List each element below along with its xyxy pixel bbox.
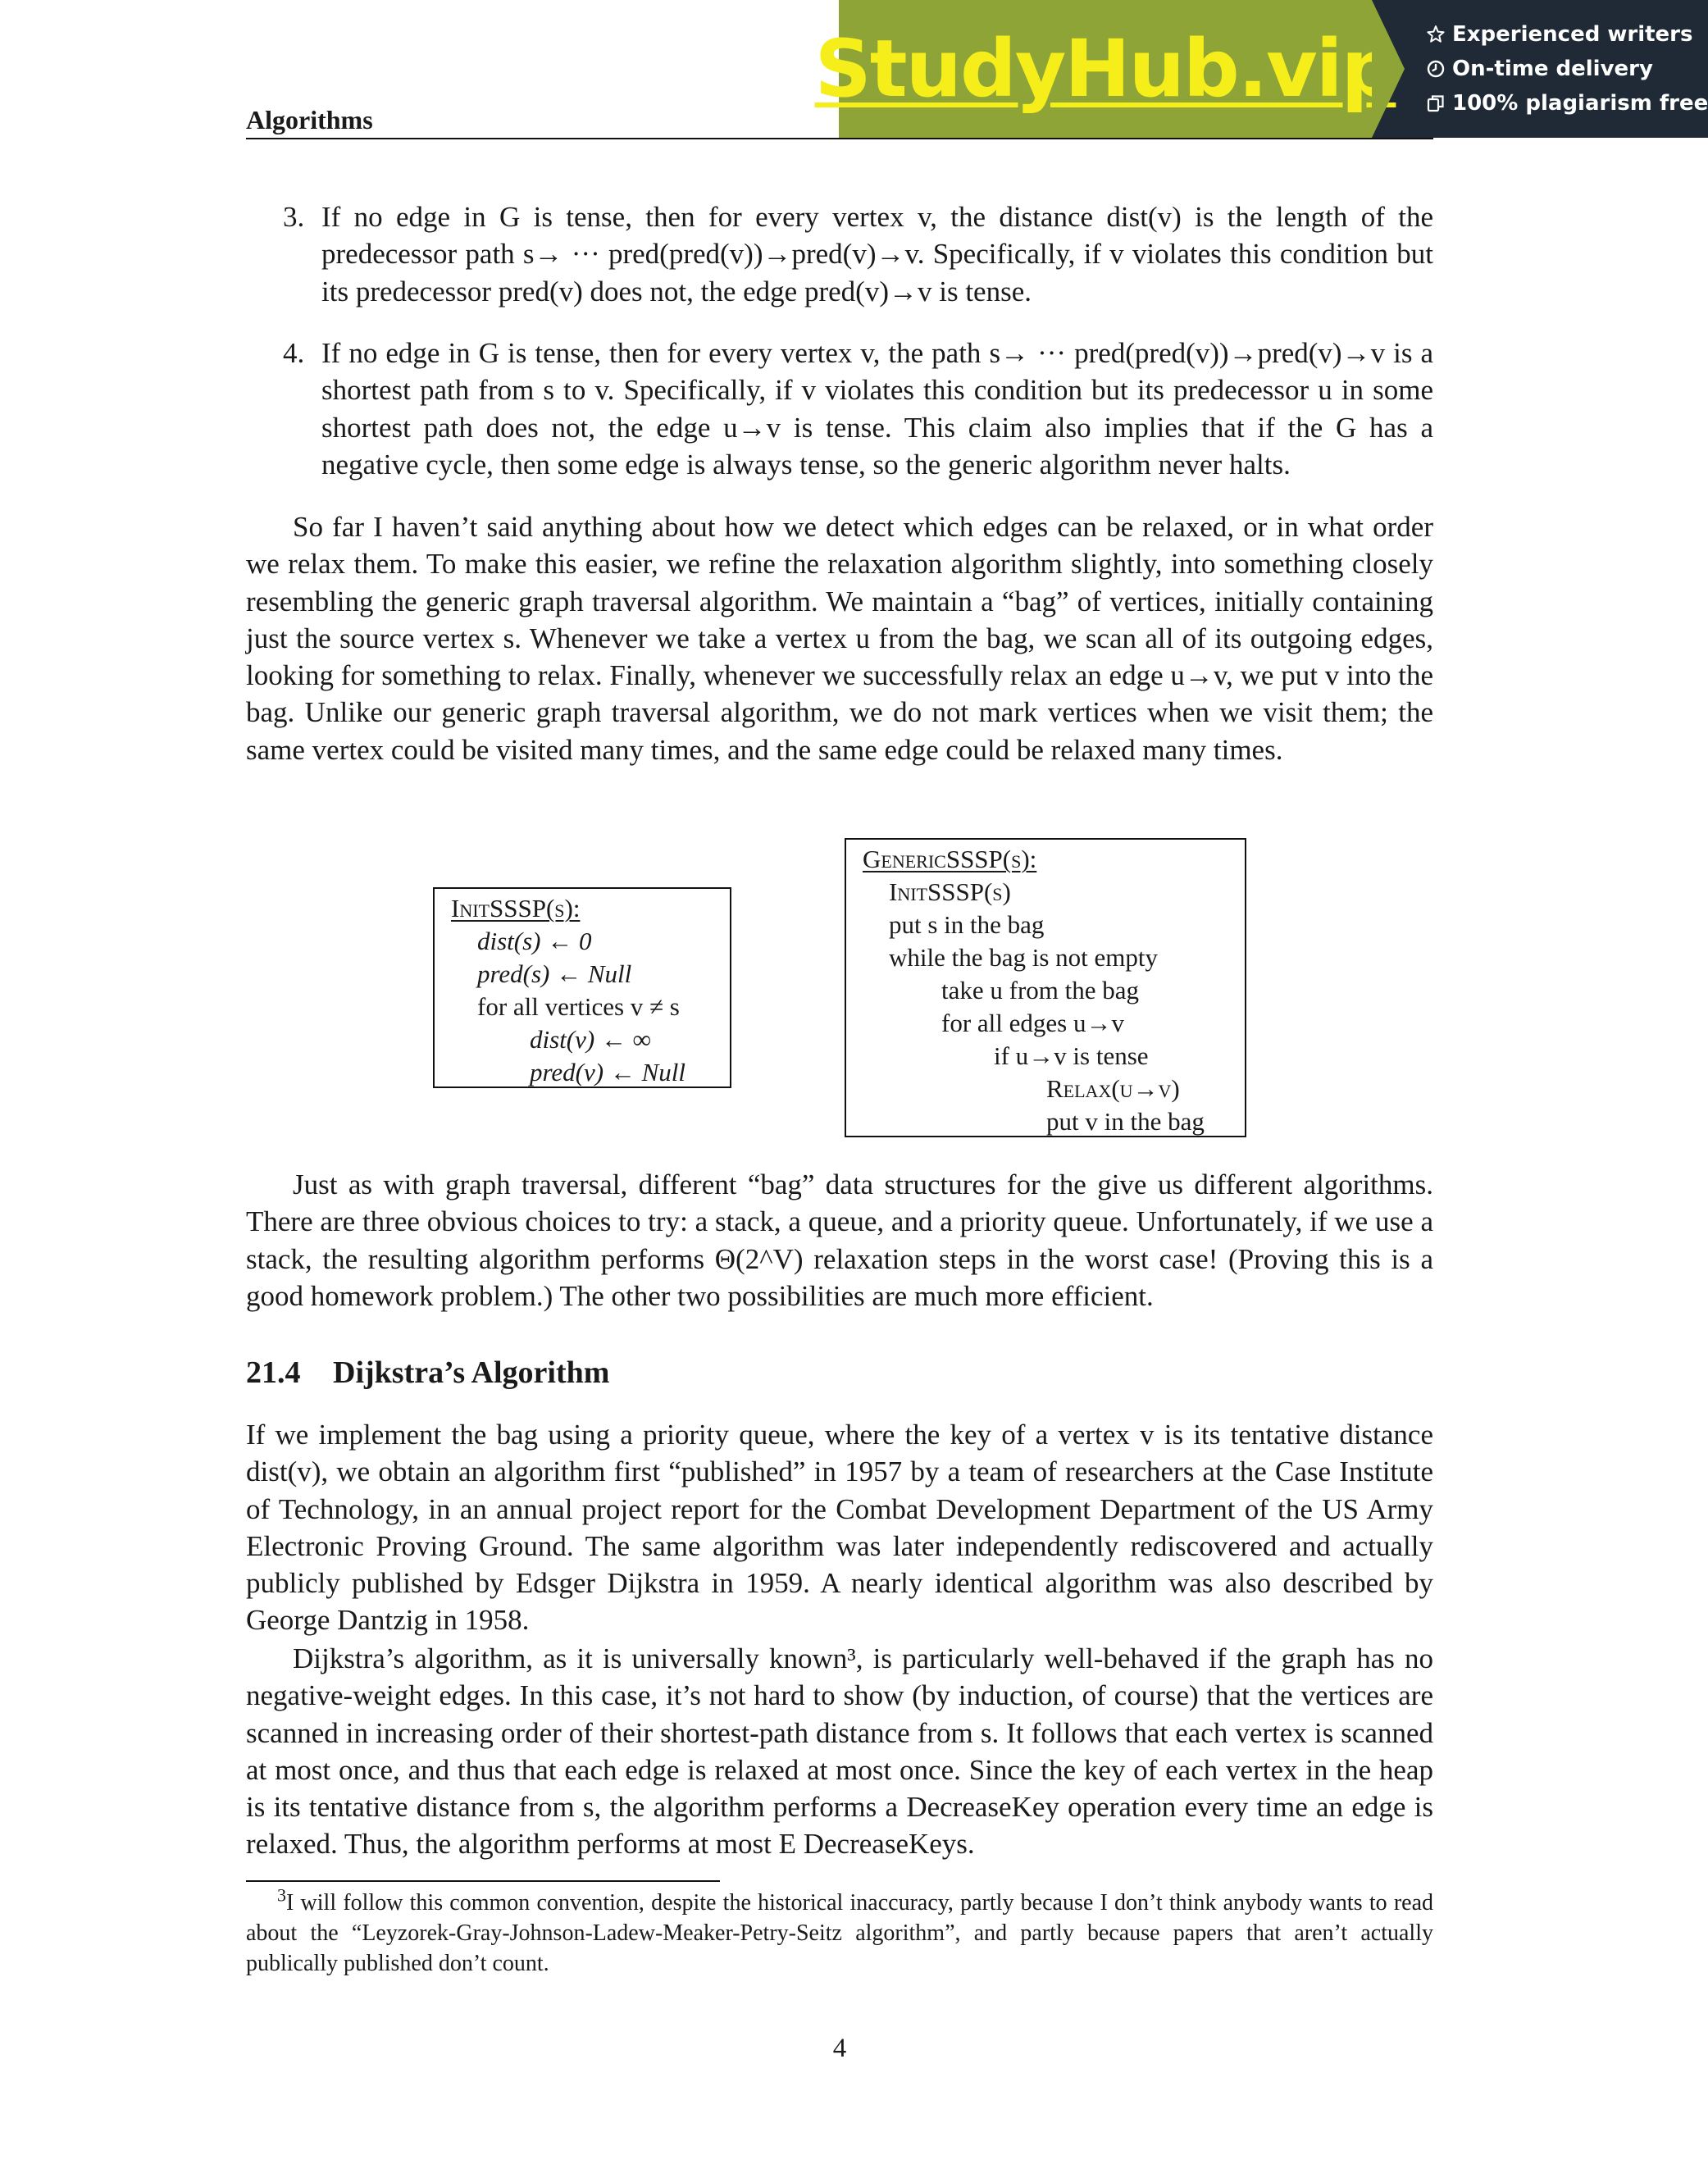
banner-arrow xyxy=(1372,0,1405,138)
feature-on-time-delivery xyxy=(1426,57,1708,81)
algorithm-title: GenericSSSP(s): xyxy=(863,845,1037,873)
list-item xyxy=(283,335,1433,483)
algorithm-line: put v in the bag xyxy=(1046,1107,1205,1136)
footnote-text: I will follow this common convention, despite the historical inaccuracy, partly because I don’t think anybody wants to read about the “Leyzorek-Gray-Johnson-Ladew-Meaker-Petry-Seitz algorithm”, and partly because papers that aren’t actually publically published don’t count. xyxy=(246,1890,1433,1976)
banner-logo-text: StudyHub.vip xyxy=(814,23,1396,115)
footnote-rule xyxy=(246,1880,720,1882)
feature-experienced-writers xyxy=(1426,22,1708,47)
item-number: 4. xyxy=(283,337,305,369)
algorithm-line: Relax(u→v) xyxy=(1046,1074,1180,1103)
algorithm-line: for all edges u→v xyxy=(941,1009,1124,1037)
header-rule xyxy=(246,138,1433,139)
paragraph-bag-choices: Just as with graph traversal, different “bag” data structures for the give us different algorithms. There are three obvious choices to try: a stack, a queue, and a priority queue. Unfortunately, if we use a stack, the resulting algorithm performs Θ(2^V) relaxation steps in the worst case! (Proving this is a good homework problem.) The other two possibilities are much more efficient. xyxy=(246,1168,1433,1312)
item-number: 3. xyxy=(283,201,305,233)
list-item xyxy=(283,198,1433,310)
algorithm-line: put s in the bag xyxy=(889,910,1045,939)
feature-plagiarism-free xyxy=(1426,91,1708,116)
section-heading xyxy=(246,1355,609,1391)
feature-label: Experienced writers xyxy=(1452,22,1693,47)
section-number: 21.4 xyxy=(246,1355,301,1390)
algorithm-line: for all vertices v ≠ s xyxy=(477,992,680,1021)
studyhub-banner[interactable] xyxy=(814,0,1708,138)
paragraph-bag: So far I haven’t said anything about how we detect which edges can be relaxed, or in what order we relax them. To make this easier, we refine the relaxation algorithm slightly, into something closely resembling the generic graph traversal algorithm. We maintain a “bag” of vertices, initially containing just the source vertex s. Whenever we take a vertex u from the bag, we scan all of its outgoing edges, looking for something to relax. Finally, whenever we successfully relax an edge u→v, we put v into the bag. Unlike our generic graph traversal algorithm, we do not mark vertices when we visit them; the same vertex could be visited many times, and the same edge could be relaxed many times. xyxy=(246,511,1433,766)
algorithm-line: pred(v) ← Null xyxy=(530,1058,685,1086)
algorithm-line: while the bag is not empty xyxy=(889,943,1159,972)
algorithm-line: if u→v is tense xyxy=(994,1041,1149,1070)
footnote xyxy=(246,1884,1433,1979)
page-number: 4 xyxy=(832,2034,847,2063)
algorithm-line: dist(v) ← ∞ xyxy=(530,1025,651,1054)
feature-label: 100% plagiarism free xyxy=(1452,91,1708,116)
footnote-mark: 3 xyxy=(277,1884,286,1906)
star-icon xyxy=(1426,25,1446,44)
item-text: If no edge in G is tense, then for every vertex v, the distance dist(v) is the length of the predecessor path s→ ··· pred(pred(v))→pred(v)→v. Specifically, if v violates this condition but its predecessor pred(v) does not, the edge pred(v)→v is tense. xyxy=(321,201,1433,308)
banner-features xyxy=(1372,0,1708,138)
banner-logo[interactable] xyxy=(814,0,1396,138)
section-title: Dijkstra’s Algorithm xyxy=(333,1355,610,1390)
clock-icon xyxy=(1426,59,1446,79)
running-header: Algorithms xyxy=(246,105,373,134)
algorithm-generic-sssp xyxy=(845,838,1246,1137)
algorithm-init-sssp xyxy=(433,887,731,1088)
algorithm-line: dist(s) ← 0 xyxy=(477,927,592,955)
algorithm-line: InitSSSP(s) xyxy=(889,877,1011,906)
algorithm-line: pred(s) ← Null xyxy=(477,959,632,988)
item-text: If no edge in G is tense, then for every vertex v, the path s→ ··· pred(pred(v))→pred(v)→v is a shortest path from s to v. Specifically, if v violates this condition but its predecessor u in some shortest path does not, the edge u→v is tense. This claim also implies that if the G has a negative cycle, then some edge is always tense, so the generic algorithm never halts. xyxy=(321,337,1433,481)
paragraph-dijkstra: Dijkstra’s algorithm, as it is universally known³, is particularly well-behaved if the graph has no negative-weight edges. In this case, it’s not hard to show (by induction, of course) that the vertices are scanned in increasing order of their shortest-path distance from s. It follows that each vertex is scanned at most once, and thus that each edge is relaxed at most once. Since the key of each vertex in the heap is its tentative distance from s, the algorithm performs a DecreaseKey operation every time an edge is relaxed. Thus, the algorithm performs at most E DecreaseKeys. xyxy=(246,1642,1433,1861)
algorithm-line: take u from the bag xyxy=(941,976,1140,1004)
algorithm-title: InitSSSP(s): xyxy=(451,894,581,922)
feature-label: On-time delivery xyxy=(1452,57,1653,81)
paragraph-history: If we implement the bag using a priority queue, where the key of a vertex v is its tentative distance dist(v), we obtain an algorithm first “published” in 1957 by a team of researchers at the Case Institute of Technology, in an annual project report for the Combat Development Department of the US Army Electronic Proving Ground. The same algorithm was later independently rediscovered and actually publicly published by Edsger Dijkstra in 1959. A nearly identical algorithm was also described by George Dantzig in 1958. xyxy=(246,1419,1433,1637)
copy-icon xyxy=(1426,93,1446,113)
